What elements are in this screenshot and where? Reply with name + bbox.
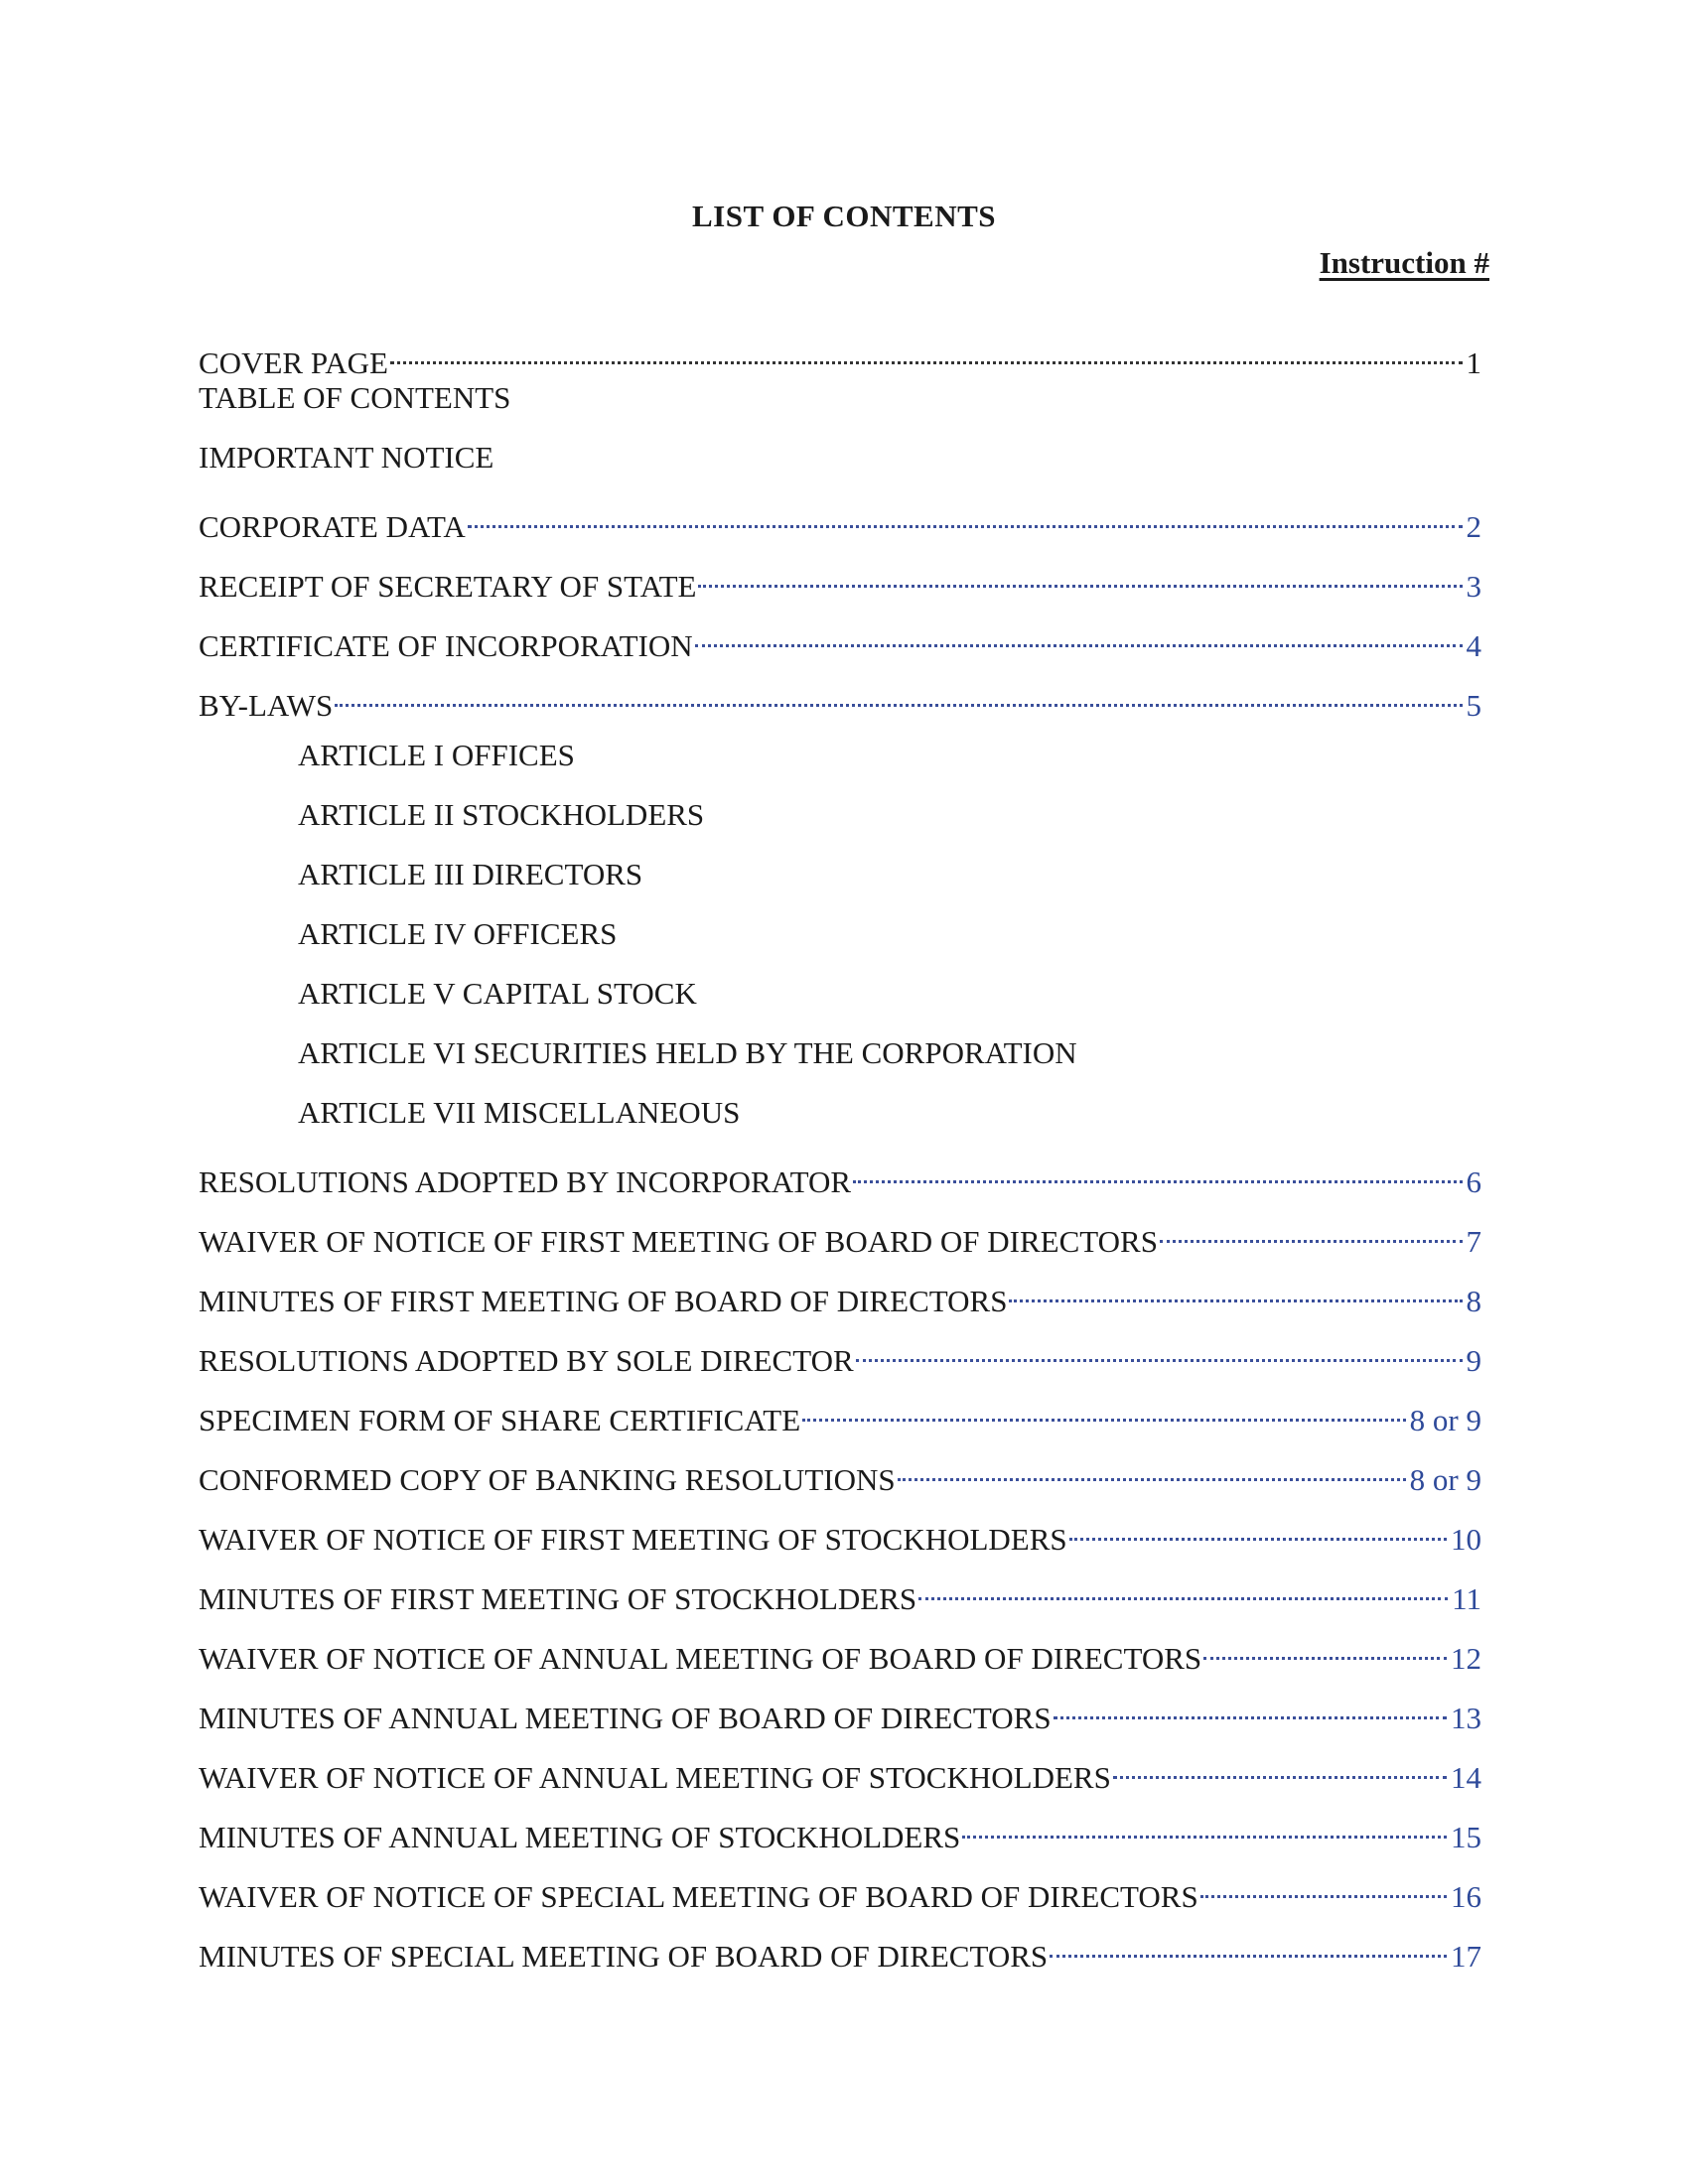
toc-entry-number: 10 [1451, 1522, 1481, 1557]
toc-entry-number: 2 [1466, 509, 1481, 544]
toc-entry-waiver-annual-meeting-board[interactable] [199, 1629, 1481, 1676]
toc-entry-number: 15 [1451, 1820, 1481, 1854]
toc-entry-waiver-annual-meeting-stockholders[interactable] [199, 1748, 1481, 1795]
toc-subentry-article-ii[interactable] [298, 795, 1481, 835]
toc-subentry-article-iv[interactable] [298, 914, 1481, 954]
page-title: LIST OF CONTENTS [691, 199, 997, 233]
toc-entry-minutes-annual-meeting-stockholders[interactable] [199, 1808, 1481, 1854]
toc-entry-label: MINUTES OF FIRST MEETING OF STOCKHOLDERS [199, 1581, 917, 1616]
dot-leader [390, 334, 1463, 373]
toc-subentry-article-vi[interactable] [298, 1033, 1481, 1073]
toc-entry-label: ARTICLE VI SECURITIES HELD BY THE CORPORATION [298, 1035, 1077, 1070]
toc-subentry-article-v[interactable] [298, 974, 1481, 1014]
toc-entry-number: 8 or 9 [1409, 1462, 1481, 1497]
toc-entry-label: CONFORMED COPY OF BANKING RESOLUTIONS [199, 1462, 896, 1497]
toc-entry-resolutions-incorporator[interactable] [199, 1153, 1481, 1199]
dot-leader [698, 557, 1462, 597]
toc-entry-label: WAIVER OF NOTICE OF FIRST MEETING OF BOARD OF DIRECTORS [199, 1224, 1158, 1259]
dot-leader [898, 1450, 1406, 1490]
dot-leader [468, 497, 1463, 537]
dot-leader [1009, 1272, 1462, 1311]
toc-entry-important-notice[interactable] [199, 438, 1481, 478]
dot-leader [802, 1391, 1405, 1431]
toc-entry-label: RESOLUTIONS ADOPTED BY INCORPORATOR [199, 1164, 852, 1199]
toc-entry-number: 5 [1466, 688, 1481, 723]
dot-leader [1054, 1689, 1447, 1728]
toc-entry-label: ARTICLE III DIRECTORS [298, 857, 643, 891]
dot-leader [1069, 1510, 1447, 1550]
dot-leader [1200, 1867, 1447, 1907]
toc-entry-waiver-special-meeting-board[interactable] [199, 1867, 1481, 1914]
toc-entry-minutes-first-meeting-stockholders[interactable] [199, 1570, 1481, 1616]
toc-entry-label: ARTICLE IV OFFICERS [298, 916, 618, 951]
toc-entry-label: WAIVER OF NOTICE OF ANNUAL MEETING OF STOCKHOLDERS [199, 1760, 1111, 1795]
toc-entry-label: ARTICLE V CAPITAL STOCK [298, 976, 697, 1011]
toc-entry-label: SPECIMEN FORM OF SHARE CERTIFICATE [199, 1403, 801, 1437]
toc-entry-number: 14 [1451, 1760, 1481, 1795]
toc-subentry-article-i[interactable] [298, 736, 1481, 775]
toc-entry-specimen-share-certificate[interactable] [199, 1391, 1481, 1437]
dot-leader [335, 676, 1462, 716]
toc-entry-minutes-annual-meeting-board[interactable] [199, 1689, 1481, 1735]
dot-leader [1113, 1748, 1447, 1788]
dot-leader [856, 1331, 1463, 1371]
toc-subentry-article-iii[interactable] [298, 855, 1481, 894]
dot-leader [853, 1153, 1462, 1192]
toc-entry-label: ARTICLE II STOCKHOLDERS [298, 797, 705, 832]
toc-entry-label: ARTICLE I OFFICES [298, 738, 575, 772]
toc-entry-label: WAIVER OF NOTICE OF SPECIAL MEETING OF BOARD OF DIRECTORS [199, 1879, 1198, 1914]
toc-entry-banking-resolutions[interactable] [199, 1450, 1481, 1497]
dot-leader [1160, 1212, 1463, 1252]
dot-leader [1050, 1927, 1447, 1967]
toc-entry-label: MINUTES OF FIRST MEETING OF BOARD OF DIRECTORS [199, 1284, 1008, 1318]
toc-entry-table-of-contents[interactable] [199, 378, 1481, 418]
toc-entry-label: RESOLUTIONS ADOPTED BY SOLE DIRECTOR [199, 1343, 854, 1378]
toc-entry-number: 16 [1451, 1879, 1481, 1914]
toc-entry-number: 8 or 9 [1409, 1403, 1481, 1437]
toc-entry-corporate-data[interactable] [199, 497, 1481, 544]
toc-entry-label: CORPORATE DATA [199, 509, 466, 544]
dot-leader [695, 616, 1463, 656]
toc-entry-number: 9 [1466, 1343, 1481, 1378]
dot-leader [962, 1808, 1447, 1847]
toc-entry-number: 3 [1466, 569, 1481, 604]
toc-entry-label: MINUTES OF SPECIAL MEETING OF BOARD OF DIRECTORS [199, 1939, 1049, 1974]
toc-entry-number: 8 [1466, 1284, 1481, 1318]
toc-entry-resolutions-sole-director[interactable] [199, 1331, 1481, 1378]
toc-entry-label: CERTIFICATE OF INCORPORATION [199, 628, 693, 663]
toc-entry-cover-page[interactable] [199, 334, 1481, 380]
toc-entry-number: 17 [1451, 1939, 1481, 1974]
toc-entry-waiver-first-meeting-stockholders[interactable] [199, 1510, 1481, 1557]
toc-entry-label: MINUTES OF ANNUAL MEETING OF STOCKHOLDERS [199, 1820, 961, 1854]
dot-leader [1203, 1629, 1447, 1669]
toc-entry-receipt-secretary-of-state[interactable] [199, 557, 1481, 604]
toc-entry-label: MINUTES OF ANNUAL MEETING OF BOARD OF DIRECTORS [199, 1701, 1052, 1735]
toc-entry-label: ARTICLE VII MISCELLANEOUS [298, 1095, 741, 1130]
dot-leader [918, 1570, 1448, 1609]
toc-entry-label: RECEIPT OF SECRETARY OF STATE [199, 569, 697, 604]
toc-entry-minutes-special-meeting-board[interactable] [199, 1927, 1481, 1974]
toc-entry-label: TABLE OF CONTENTS [199, 380, 511, 415]
toc-entry-number: 7 [1466, 1224, 1481, 1259]
toc-entry-certificate-of-incorporation[interactable] [199, 616, 1481, 663]
instruction-number-header: Instruction # [1319, 245, 1489, 280]
toc-entry-number: 1 [1466, 345, 1481, 380]
toc-entry-number: 6 [1466, 1164, 1481, 1199]
toc-entry-minutes-first-meeting-board[interactable] [199, 1272, 1481, 1318]
toc-entry-label: COVER PAGE [199, 345, 388, 380]
toc-entry-label: IMPORTANT NOTICE [199, 440, 494, 475]
toc-entry-label: BY-LAWS [199, 688, 334, 723]
toc-entry-number: 13 [1451, 1701, 1481, 1735]
toc-entry-label: WAIVER OF NOTICE OF FIRST MEETING OF STOCKHOLDERS [199, 1522, 1067, 1557]
toc-entry-waiver-first-meeting-board[interactable] [199, 1212, 1481, 1259]
toc-entry-number: 11 [1452, 1581, 1481, 1616]
toc-entry-number: 12 [1451, 1641, 1481, 1676]
toc-entry-by-laws[interactable] [199, 676, 1481, 723]
toc-subentry-article-vii[interactable] [298, 1093, 1481, 1133]
toc-entry-label: WAIVER OF NOTICE OF ANNUAL MEETING OF BOARD OF DIRECTORS [199, 1641, 1202, 1676]
toc-entry-number: 4 [1466, 628, 1481, 663]
